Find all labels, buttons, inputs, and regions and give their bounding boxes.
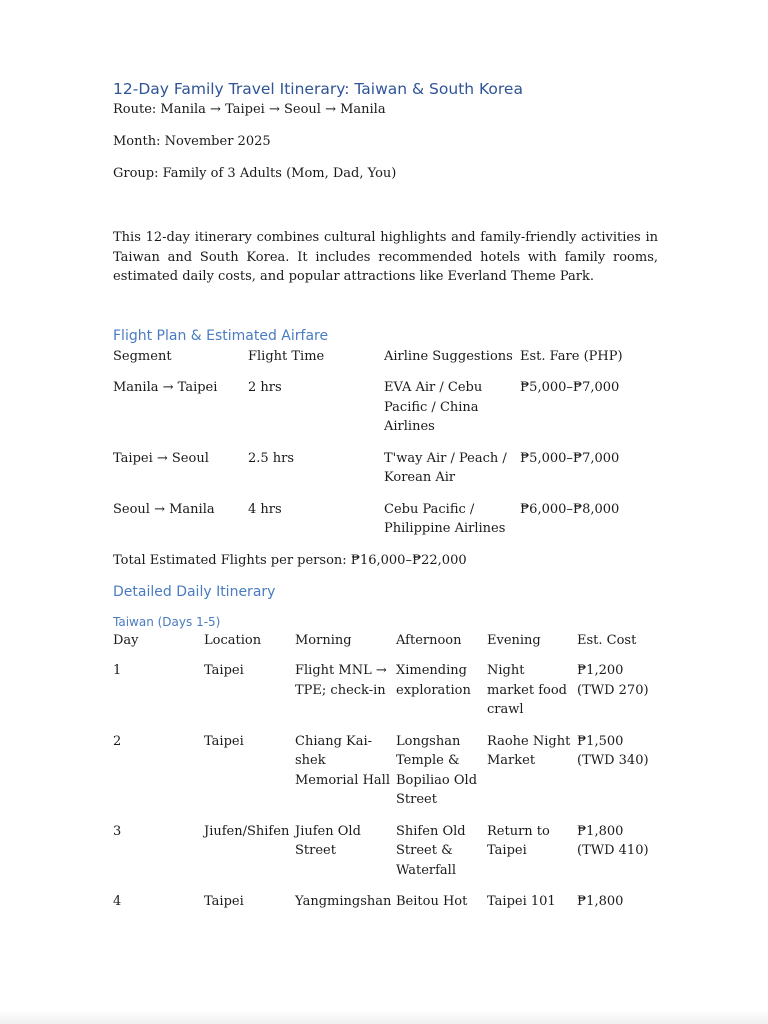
location-cell: Taipei — [204, 663, 244, 678]
location-cell: Taipei — [204, 894, 244, 909]
flight-time-cell: 4 hrs — [248, 501, 282, 517]
column-header: Day — [113, 632, 139, 648]
location-cell: Jiufen/Shifen — [204, 823, 290, 839]
cost-cell: ₱1,800 (TWD 410) — [577, 823, 649, 858]
morning-cell: Flight MNL → TPE; check-in — [295, 663, 387, 698]
cost-cell: ₱1,500 (TWD 340) — [577, 733, 649, 768]
document-content — [113, 78, 658, 924]
intro-paragraph: This 12-day itinerary combines cultural highlights and family-friendly activities in Taiwan and South Korea. It includes recommended hotels with family rooms, estimated daily costs, and popular attractions like Everland Theme Park. — [113, 230, 658, 284]
group-line: Group: Family of 3 Adults (Mom, Dad, You) — [113, 166, 397, 181]
flight-time-cell: 2 hrs — [248, 380, 282, 395]
airline-cell: T'way Air / Peach / Korean Air — [384, 450, 507, 485]
day-cell: 1 — [113, 663, 122, 678]
table-row — [113, 500, 658, 551]
column-header: Flight Time — [248, 348, 325, 364]
airline-cell: EVA Air / Cebu Pacific / China Airlines — [384, 380, 483, 434]
day-cell: 4 — [113, 894, 122, 909]
airline-cell: Cebu Pacific / Philippine Airlines — [384, 501, 506, 536]
afternoon-cell: Shifen Old Street & Waterfall — [396, 823, 466, 878]
morning-cell: Chiang Kai-shek Memorial Hall — [295, 733, 390, 788]
daily-itinerary-heading: Detailed Daily Itinerary — [113, 583, 276, 600]
route-line: Route: Manila → Taipei → Seoul → Manila — [113, 102, 386, 117]
segment-cell: Taipei → Seoul — [113, 450, 209, 466]
fare-cell: ₱5,000–₱7,000 — [520, 450, 620, 466]
flight-table — [113, 347, 658, 551]
column-header: Location — [204, 632, 262, 648]
itinerary-header-row — [113, 631, 658, 662]
table-row — [113, 892, 658, 924]
cost-cell: ₱1,800 — [577, 894, 624, 909]
day-cell: 3 — [113, 823, 122, 839]
fare-cell: ₱6,000–₱8,000 — [520, 501, 620, 517]
taiwan-itinerary-table — [113, 631, 658, 924]
flight-table-header-row — [113, 347, 658, 379]
table-row — [113, 378, 658, 449]
table-row — [113, 449, 658, 500]
column-header: Est. Fare (PHP) — [520, 348, 623, 364]
flights-total: Total Estimated Flights per person: ₱16,000–₱22,000 — [113, 552, 467, 568]
afternoon-cell: Ximending exploration — [396, 663, 471, 698]
page-bottom-shadow — [0, 1010, 768, 1024]
column-header: Afternoon — [396, 632, 462, 648]
evening-cell: Return to Taipei — [487, 823, 550, 858]
document-title: 12-Day Family Travel Itinerary: Taiwan & South Korea — [113, 80, 523, 98]
table-row — [113, 661, 658, 732]
morning-cell: Yangmingshan — [295, 894, 392, 909]
table-row — [113, 822, 658, 893]
column-header: Est. Cost — [577, 632, 637, 648]
flight-time-cell: 2.5 hrs — [248, 450, 295, 466]
cost-cell: ₱1,200 (TWD 270) — [577, 663, 649, 698]
flight-plan-heading: Flight Plan & Estimated Airfare — [113, 327, 329, 344]
column-header: Evening — [487, 632, 541, 648]
segment-cell: Seoul → Manila — [113, 501, 215, 517]
taiwan-subheading: Taiwan (Days 1-5) — [113, 614, 221, 629]
segment-cell: Manila → Taipei — [113, 380, 218, 395]
month-line: Month: November 2025 — [113, 134, 271, 149]
day-cell: 2 — [113, 733, 122, 749]
table-row — [113, 732, 658, 822]
column-header: Morning — [295, 632, 352, 648]
afternoon-cell: Beitou Hot — [396, 894, 468, 909]
morning-cell: Jiufen Old Street — [295, 823, 361, 858]
column-header: Airline Suggestions — [384, 348, 513, 364]
afternoon-cell: Longshan Temple & Bopiliao Old Street — [396, 733, 478, 807]
location-cell: Taipei — [204, 733, 244, 749]
evening-cell: Taipei 101 — [487, 894, 556, 909]
fare-cell: ₱5,000–₱7,000 — [520, 380, 620, 395]
evening-cell: Raohe Night Market — [487, 733, 571, 768]
evening-cell: Night market food crawl — [487, 663, 568, 717]
column-header: Segment — [113, 348, 172, 364]
